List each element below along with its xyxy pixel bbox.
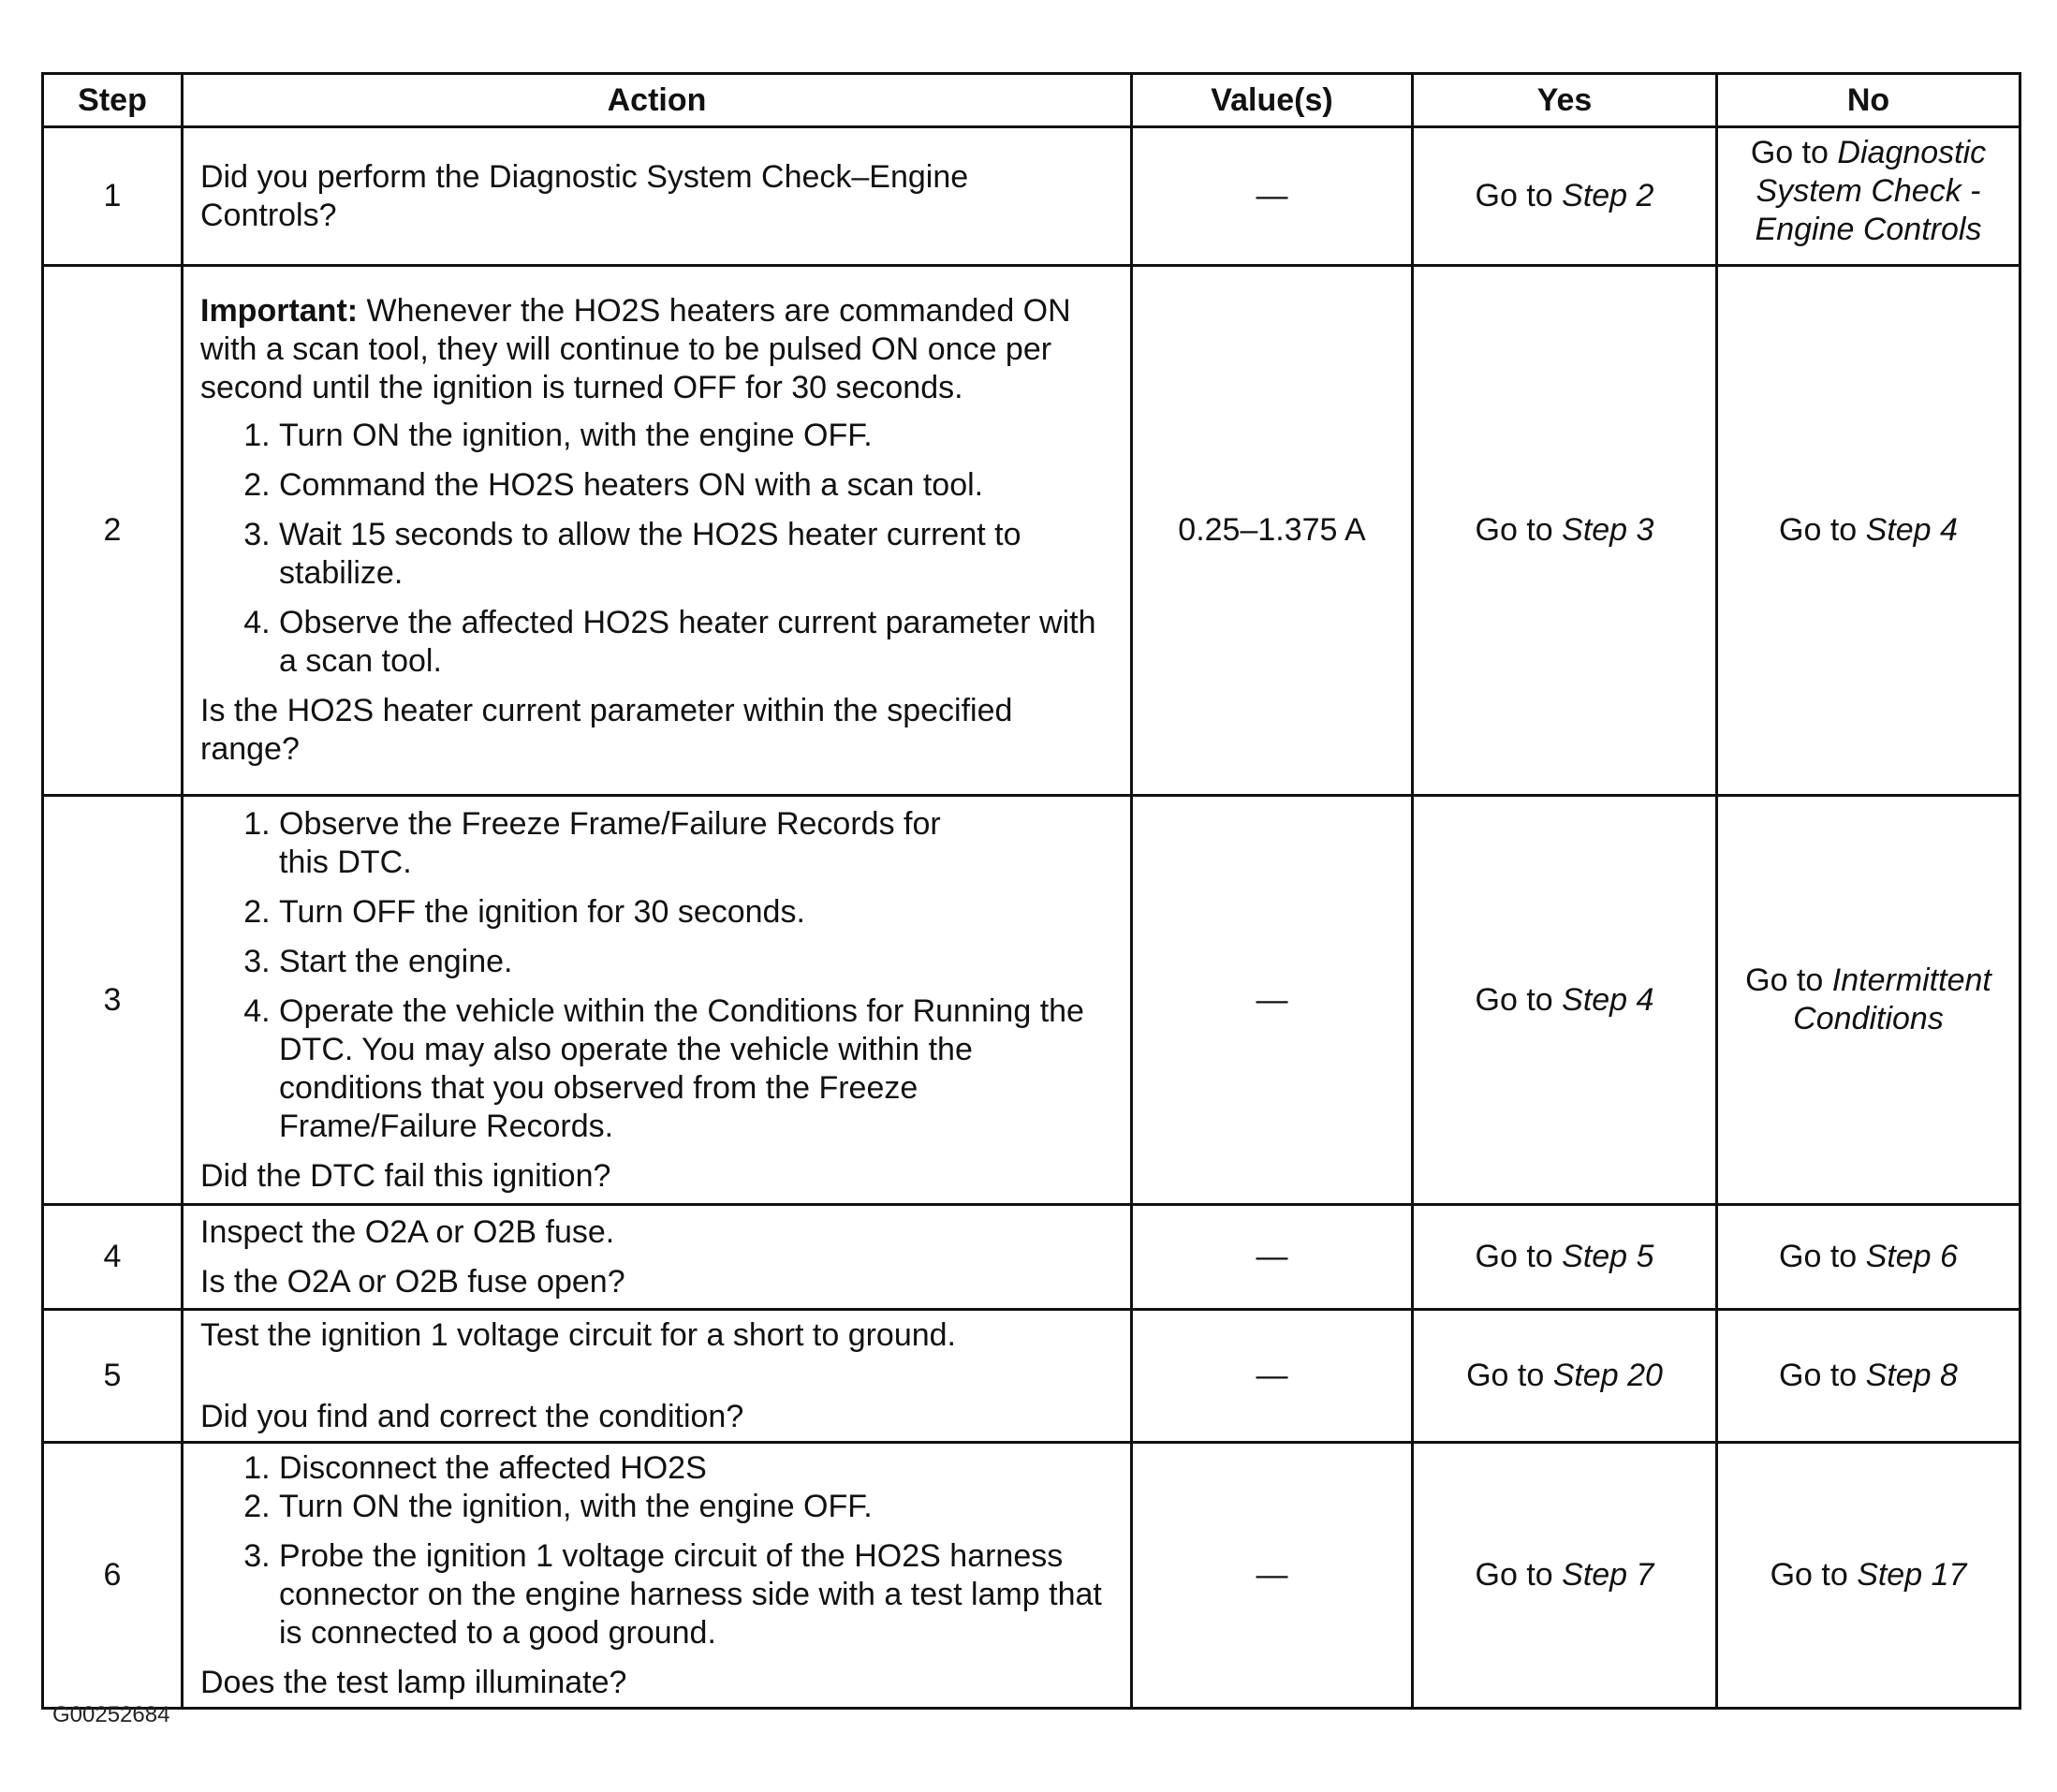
yes-cell: [1413, 127, 1717, 266]
step-number: 2: [43, 266, 183, 796]
header-value: Value(s): [1132, 74, 1413, 127]
no-cell: [1717, 1310, 2020, 1443]
header-yes: Yes: [1413, 74, 1717, 127]
yes-prefix: Go to: [1475, 981, 1563, 1018]
action-cell: [183, 1443, 1132, 1709]
action-question: Did you perform the Diagnostic System Check–Engine Controls?: [200, 158, 969, 233]
no-prefix: Go to: [1779, 1358, 1866, 1393]
no-prefix: Go to: [1770, 1557, 1858, 1593]
list-item: 1. Observe the Freeze Frame/Failure Records for this DTC.: [279, 805, 991, 882]
action-cell: [183, 266, 1132, 796]
list-item: 1. Disconnect the affected HO2S: [279, 1449, 1113, 1488]
yes-step-link[interactable]: Step 3: [1562, 512, 1654, 548]
list-item: 4. Operate the vehicle within the Conditions for Running the DTC. You may also operate the vehicle within the conditions that you observed from the Freeze Frame/Failure Records.: [279, 992, 1113, 1146]
no-step-link[interactable]: Diagnostic System Check - Engine Controls: [1755, 135, 1987, 247]
table-row: [43, 1205, 2020, 1310]
step-number: 5: [43, 1310, 183, 1443]
figure-id: G00252684: [52, 1702, 170, 1727]
action-question: Did you find and correct the condition?: [200, 1398, 744, 1434]
list-item: 3. Wait 15 seconds to allow the HO2S heater current to stabilize.: [279, 516, 1113, 593]
yes-prefix: Go to: [1475, 512, 1563, 548]
no-prefix: Go to: [1779, 512, 1866, 548]
no-cell: [1717, 1443, 2020, 1709]
yes-step-link[interactable]: Step 7: [1562, 1557, 1654, 1593]
important-label: Important:: [200, 293, 359, 329]
no-step-link[interactable]: Intermittent Conditions: [1793, 962, 1991, 1036]
action-question: Is the HO2S heater current parameter within the specified range?: [200, 693, 1013, 767]
action-question: Did the DTC fail this ignition?: [200, 1157, 611, 1194]
no-step-link[interactable]: Step 8: [1865, 1358, 1958, 1393]
table-row: [43, 796, 2020, 1205]
value-cell: 0.25–1.375 A: [1132, 266, 1413, 796]
no-prefix: Go to: [1750, 135, 1838, 170]
header-row: [43, 74, 2020, 127]
procedure-list: [200, 1449, 1113, 1652]
yes-cell: [1413, 1443, 1717, 1709]
value-cell: —: [1132, 1443, 1413, 1709]
list-item: 1. Turn ON the ignition, with the engine OFF.: [279, 417, 1113, 455]
no-prefix: Go to: [1745, 962, 1832, 998]
yes-prefix: Go to: [1466, 1358, 1553, 1393]
important-note: [200, 292, 1113, 407]
list-item: 3. Probe the ignition 1 voltage circuit of the HO2S harness connector on the engine harness side with a test lamp that is connected to a good ground.: [279, 1537, 1113, 1652]
step-number: 4: [43, 1205, 183, 1310]
header-action: Action: [183, 74, 1132, 127]
no-step-link[interactable]: Step 17: [1857, 1557, 1967, 1593]
no-step-link[interactable]: Step 4: [1865, 512, 1958, 548]
action-cell: [183, 1310, 1132, 1443]
table-row: [43, 1443, 2020, 1709]
procedure-list: [200, 805, 1113, 1146]
no-cell: [1717, 127, 2020, 266]
yes-step-link[interactable]: Step 20: [1552, 1358, 1663, 1393]
diagnostic-table: [41, 72, 2021, 1710]
action-question: Does the test lamp illuminate?: [200, 1664, 627, 1700]
yes-step-link[interactable]: Step 2: [1562, 178, 1654, 213]
yes-prefix: Go to: [1475, 1239, 1563, 1274]
yes-step-link[interactable]: Step 4: [1562, 981, 1654, 1018]
step-number: 3: [43, 796, 183, 1205]
no-step-link[interactable]: Step 6: [1865, 1239, 1958, 1274]
value-cell: —: [1132, 127, 1413, 266]
action-cell: [183, 127, 1132, 266]
yes-cell: [1413, 1310, 1717, 1443]
value-cell: —: [1132, 1205, 1413, 1310]
yes-prefix: Go to: [1475, 178, 1563, 213]
table-row: [43, 1310, 2020, 1443]
list-item: 3. Start the engine.: [279, 943, 1113, 981]
table-row: [43, 127, 2020, 266]
yes-cell: [1413, 266, 1717, 796]
yes-prefix: Go to: [1475, 1557, 1563, 1593]
no-prefix: Go to: [1779, 1239, 1866, 1274]
action-text: Test the ignition 1 voltage circuit for a short to ground.: [200, 1316, 957, 1353]
procedure-list: [200, 417, 1113, 681]
action-cell: [183, 796, 1132, 1205]
step-number: 6: [43, 1443, 183, 1709]
no-cell: [1717, 266, 2020, 796]
header-no: No: [1717, 74, 2020, 127]
value-cell: —: [1132, 796, 1413, 1205]
action-question: Is the O2A or O2B fuse open?: [200, 1263, 625, 1300]
no-cell: [1717, 796, 2020, 1205]
action-cell: [183, 1205, 1132, 1310]
header-step: Step: [43, 74, 183, 127]
table-row: [43, 266, 2020, 796]
important-text: Whenever the HO2S heaters are commanded ON with a scan tool, they will continue to be pulsed ON once per second until the ignition is turned OFF for 30 seconds.: [200, 293, 1071, 405]
list-item: 4. Observe the affected HO2S heater current parameter with a scan tool.: [279, 604, 1113, 681]
list-item: 2. Turn ON the ignition, with the engine OFF.: [279, 1488, 1113, 1526]
value-cell: —: [1132, 1310, 1413, 1443]
step-number: 1: [43, 127, 183, 266]
list-item: 2. Command the HO2S heaters ON with a scan tool.: [279, 466, 1113, 505]
yes-cell: [1413, 1205, 1717, 1310]
yes-step-link[interactable]: Step 5: [1562, 1239, 1654, 1274]
yes-cell: [1413, 796, 1717, 1205]
list-item: 2. Turn OFF the ignition for 30 seconds.: [279, 893, 1113, 932]
action-text: Inspect the O2A or O2B fuse.: [200, 1213, 615, 1250]
no-cell: [1717, 1205, 2020, 1310]
